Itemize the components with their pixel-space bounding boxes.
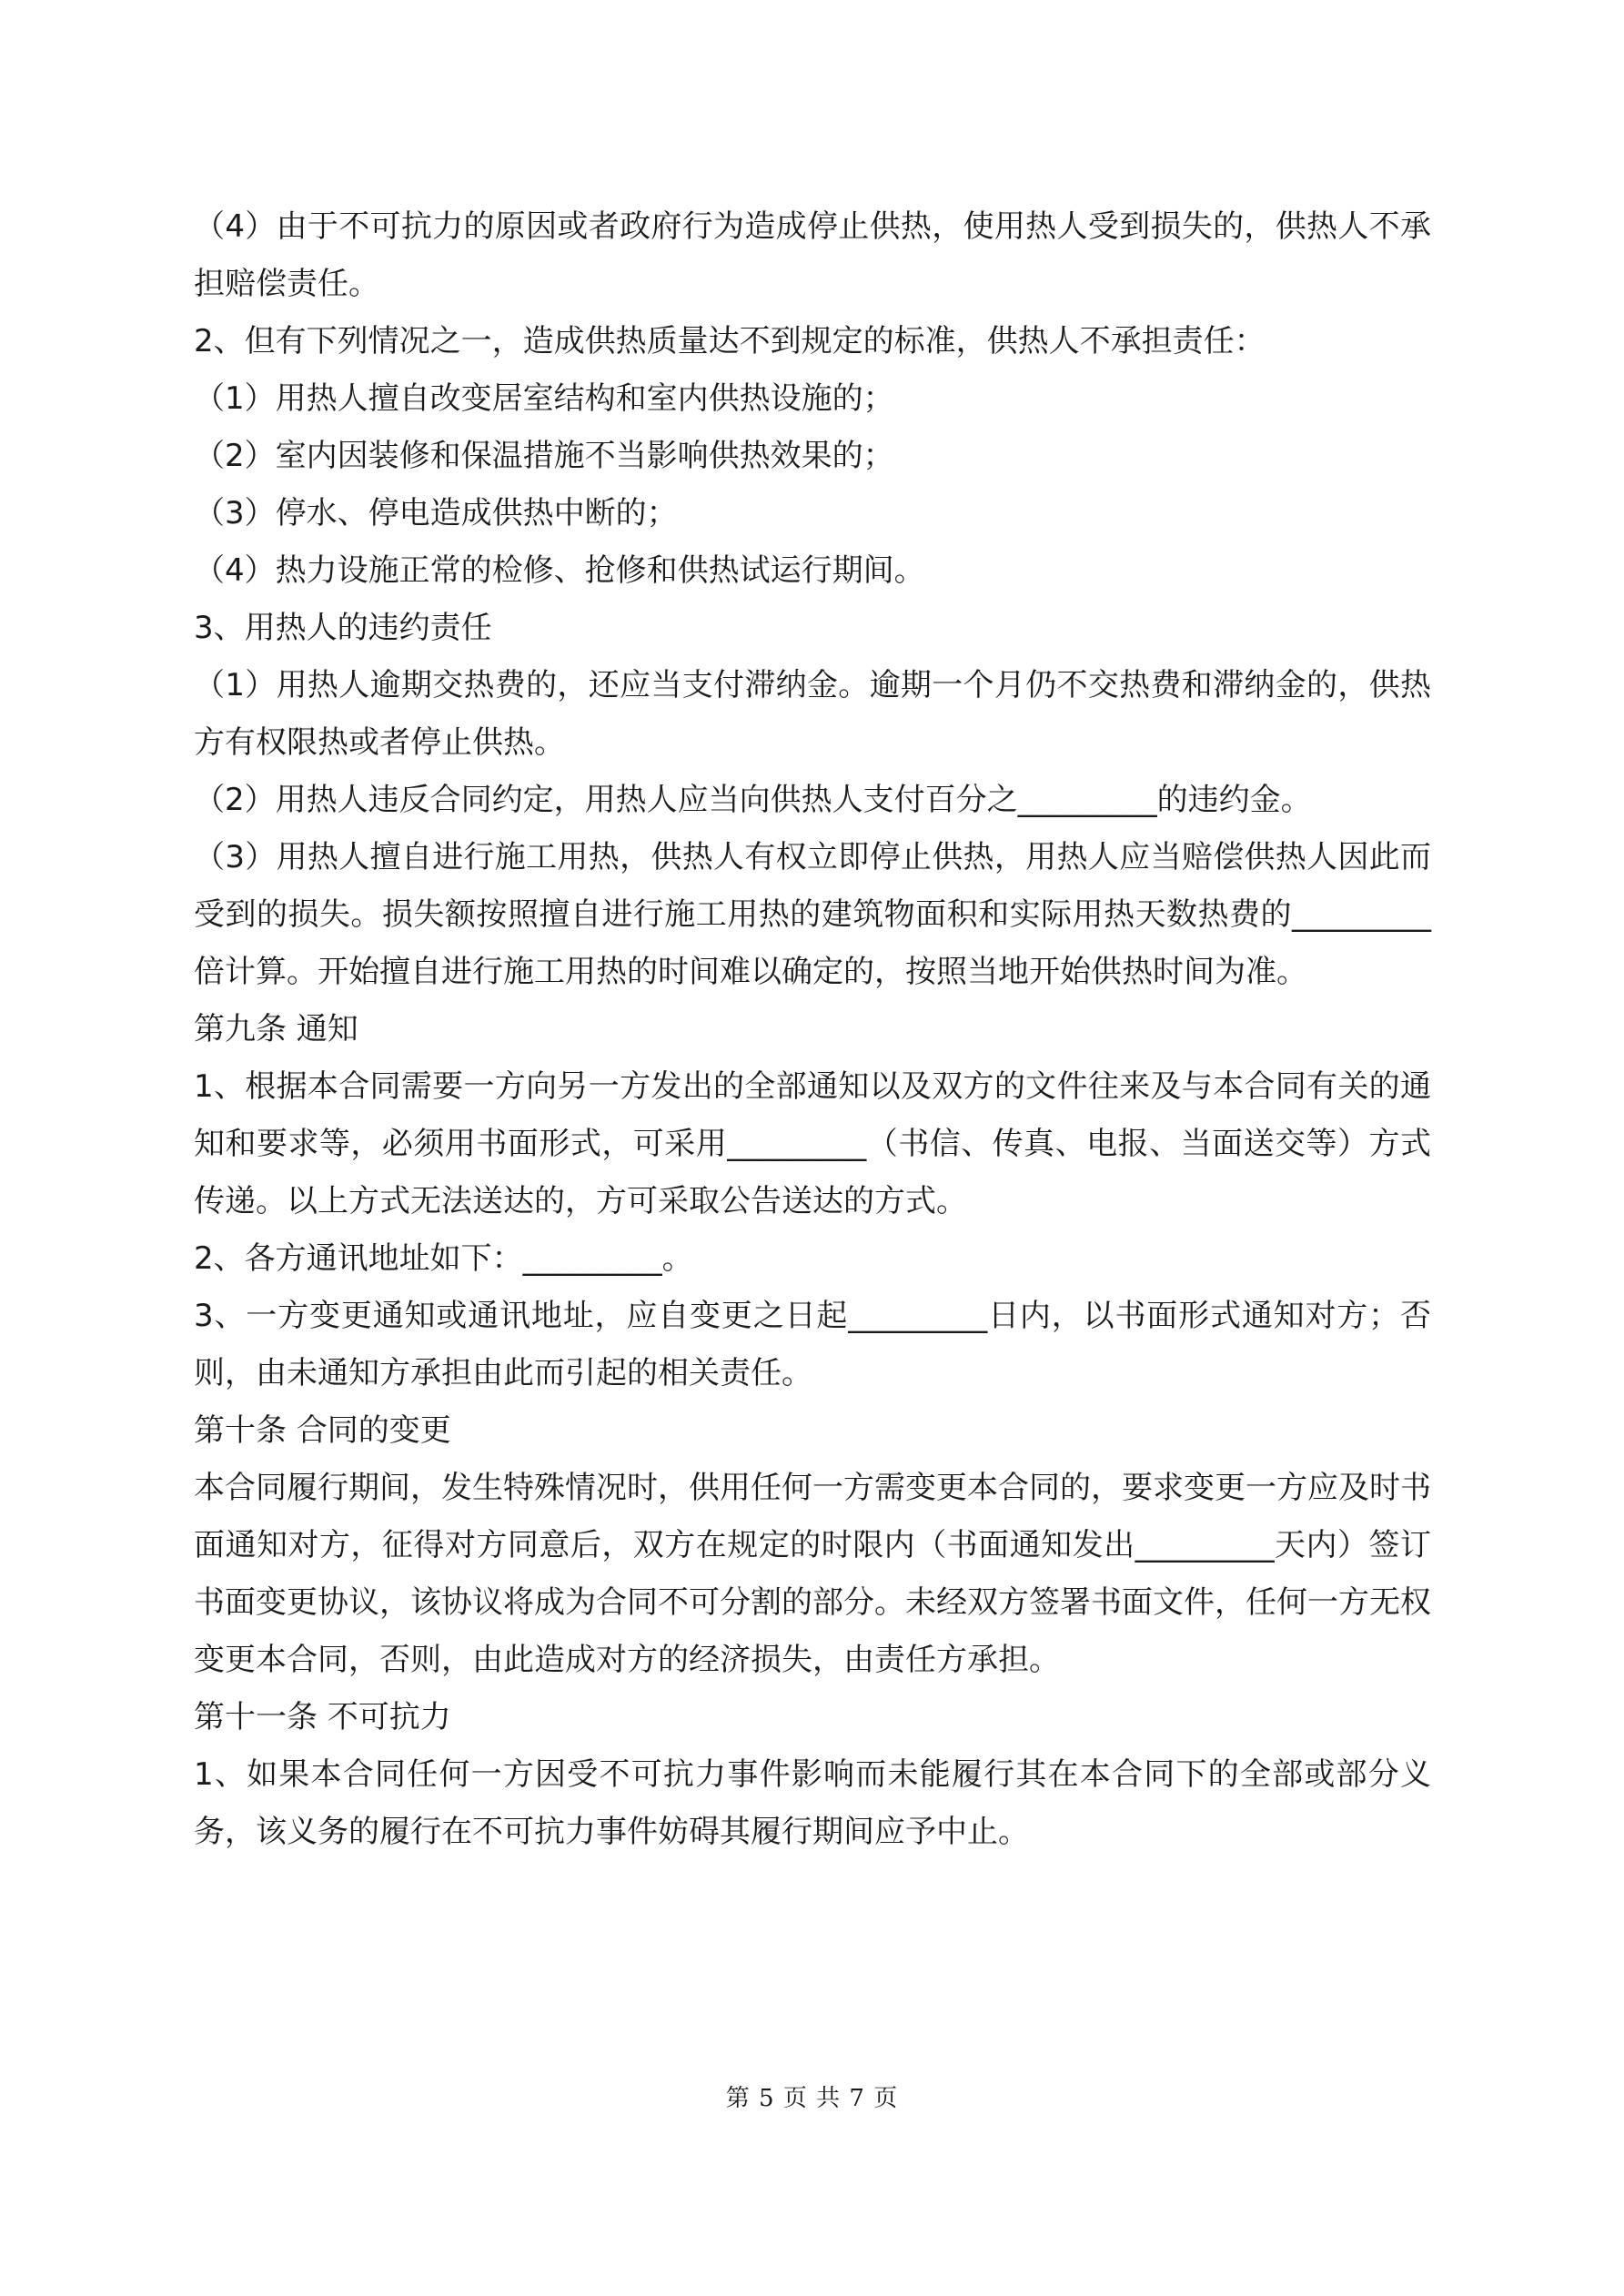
paragraph: 本合同履行期间，发生特殊情况时，供用任何一方需变更本合同的，要求变更一方应及时书面通知对方，征得对方同意后，双方在规定的时限内（书面通知发出_________天内）签订书面变更协议，该协议将成为合同不可分割的部分。未经双方签署书面文件，任何一方无权变更本合同，否则，由此造成对方的经济损失，由责任方承担。	[194, 1470, 1431, 1678]
document-body	[194, 198, 1431, 1861]
subheading: 3、用热人的违约责任	[194, 610, 492, 646]
section-heading: 第九条 通知	[194, 1011, 358, 1047]
section-heading: 第十条 合同的变更	[194, 1412, 451, 1449]
paragraph: （3）用热人擅自进行施工用热，供热人有权立即停止供热，用热人应当赔偿供热人因此而受到的损失。损失额按照擅自进行施工用热的建筑物面积和实际用热天数热费的_________倍计算。开始擅自进行施工用热的时间难以确定的，按照当地开始供热时间为准。	[194, 839, 1431, 990]
paragraph: （4）由于不可抗力的原因或者政府行为造成停止供热，使用热人受到损失的，供热人不承担赔偿责任。	[194, 208, 1431, 302]
paragraph: （2）用热人违反合同约定，用热人应当向供热人支付百分之_________的违约金。	[194, 782, 1312, 818]
paragraph: 1、如果本合同任何一方因受不可抗力事件影响而未能履行其在本合同下的全部或部分义务，该义务的履行在不可抗力事件妨碍其履行期间应予中止。	[194, 1756, 1431, 1850]
page-number: 第 5 页 共 7 页	[725, 2085, 899, 2112]
paragraph: 2、但有下列情况之一，造成供热质量达不到规定的标准，供热人不承担责任：	[194, 323, 1266, 359]
paragraph: （1）用热人逾期交热费的，还应当支付滞纳金。逾期一个月仍不交热费和滞纳金的，供热方有权限热或者停止供热。	[194, 667, 1431, 761]
list-item: （3）停水、停电造成供热中断的；	[194, 495, 678, 531]
list-item: （4）热力设施正常的检修、抢修和供热试运行期间。	[194, 552, 925, 589]
list-item: （2）室内因装修和保温措施不当影响供热效果的；	[194, 438, 894, 474]
paragraph: 2、各方通讯地址如下：_________。	[194, 1240, 693, 1277]
paragraph: 1、根据本合同需要一方向另一方发出的全部通知以及双方的文件往来及与本合同有关的通知和要求等，必须用书面形式，可采用_________（书信、传真、电报、当面送交等）方式传递。以上方式无法送达的，方可采取公告送达的方式。	[194, 1068, 1431, 1219]
section-heading: 第十一条 不可抗力	[194, 1699, 451, 1735]
list-item: （1）用热人擅自改变居室结构和室内供热设施的；	[194, 380, 894, 417]
paragraph: 3、一方变更通知或通讯地址，应自变更之日起_________日内，以书面形式通知对方；否则，由未通知方承担由此而引起的相关责任。	[194, 1298, 1431, 1391]
